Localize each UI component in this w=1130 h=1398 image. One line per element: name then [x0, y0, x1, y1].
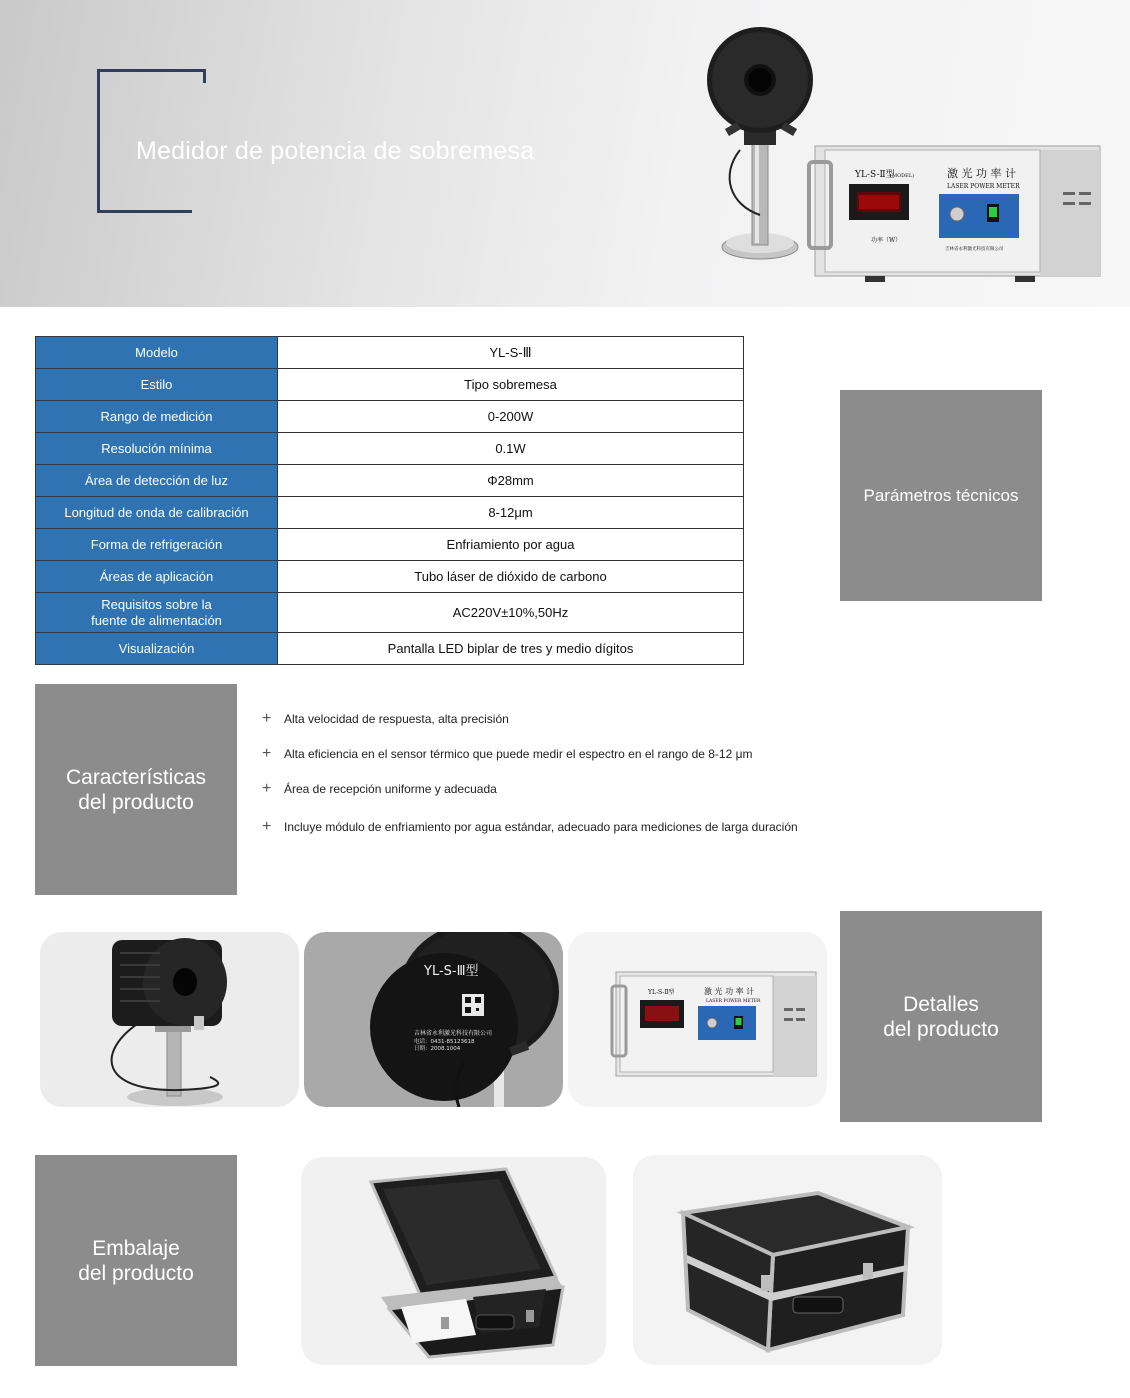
- section-label-features: [35, 684, 237, 895]
- svg-text:吉林省永利激光科技有限公司: 吉林省永利激光科技有限公司: [945, 247, 1004, 252]
- svg-text:电话：0431-85123618: 电话：0431-85123618: [414, 1039, 475, 1045]
- spec-value: Tipo sobremesa: [278, 369, 744, 401]
- list-item: [262, 778, 798, 816]
- hero-title: Medidor de potencia de sobremesa: [136, 137, 535, 165]
- closed-case-illustration: [633, 1155, 942, 1365]
- plus-icon: +: [262, 818, 272, 835]
- spec-value: AC220V±10%,50Hz: [278, 593, 744, 633]
- spec-label: Modelo: [36, 337, 278, 369]
- feature-text: Alta eficiencia en el sensor térmico que puede medir el espectro en el rango de 8-12 μm: [284, 747, 753, 761]
- list-item: [262, 743, 798, 778]
- spec-label: Visualización: [36, 633, 278, 665]
- section-label-details: [840, 911, 1042, 1122]
- open-case-illustration: [301, 1157, 606, 1365]
- svg-text:LASER POWER METER: LASER POWER METER: [706, 999, 761, 1004]
- svg-text:(MODEL): (MODEL): [890, 173, 915, 179]
- svg-text:日期：2008.1004: 日期：2008.1004: [414, 1046, 461, 1052]
- detail-photo-sensor-back: [304, 932, 563, 1107]
- plus-icon: +: [262, 745, 272, 762]
- table-row: [36, 465, 744, 497]
- table-row: [36, 633, 744, 665]
- section-label-text: Características del producto: [65, 765, 207, 814]
- section-label-text: Embalaje del producto: [78, 1236, 194, 1285]
- spec-label: Estilo: [36, 369, 278, 401]
- feature-text: Área de recepción uniforme y adecuada: [284, 782, 497, 796]
- svg-text:YL-S-Ⅱ型: YL-S-Ⅱ型: [648, 989, 675, 996]
- sensor-side-illustration: [40, 932, 299, 1107]
- detail-photo-sensor-side: [40, 932, 299, 1107]
- table-row: [36, 593, 744, 633]
- plus-icon: +: [262, 710, 272, 727]
- spec-label: Resolución mínima: [36, 433, 278, 465]
- spec-label: Forma de refrigeración: [36, 529, 278, 561]
- spec-value: YL-S-Ⅲ: [278, 337, 744, 369]
- spec-label: Áreas de aplicación: [36, 561, 278, 593]
- packaging-photo-open-case: [301, 1157, 606, 1365]
- table-row: [36, 337, 744, 369]
- hero-frame-decoration-bottom: [97, 210, 192, 213]
- plus-icon: +: [262, 780, 272, 797]
- section-label-text: Detalles del producto: [883, 992, 999, 1041]
- svg-text:YL-S-Ⅲ型: YL-S-Ⅲ型: [424, 964, 479, 979]
- section-label-packaging: [35, 1155, 237, 1366]
- spec-label: Requisitos sobre la fuente de alimentación: [36, 593, 278, 633]
- spec-label: Área de detección de luz: [36, 465, 278, 497]
- svg-text:YL-S-Ⅱ型: YL-S-Ⅱ型: [855, 170, 895, 180]
- spec-table: [35, 336, 744, 665]
- spec-value: Enfriamiento por agua: [278, 529, 744, 561]
- feature-text: Incluye módulo de enfriamiento por agua estándar, adecuado para mediciones de larga duración: [284, 820, 798, 834]
- meter-front-illustration: [568, 932, 827, 1107]
- table-row: [36, 497, 744, 529]
- svg-text:功率（W）: 功率（W）: [871, 237, 902, 244]
- table-row: [36, 401, 744, 433]
- feature-list: [262, 708, 798, 851]
- table-row: [36, 369, 744, 401]
- table-row: [36, 529, 744, 561]
- spec-value: 0-200W: [278, 401, 744, 433]
- detail-photo-meter-front: [568, 932, 827, 1107]
- section-label-text: Parámetros técnicos: [863, 485, 1019, 505]
- spec-value: Pantalla LED biplar de tres y medio dígitos: [278, 633, 744, 665]
- list-item: [262, 816, 798, 851]
- svg-text:吉林省永利激光科技有限公司: 吉林省永利激光科技有限公司: [414, 1030, 493, 1037]
- spec-value: Tubo láser de dióxido de carbono: [278, 561, 744, 593]
- sensor-head-illustration: [700, 25, 820, 270]
- svg-text:激 光 功 率 计: 激 光 功 率 计: [704, 987, 755, 996]
- svg-text:激 光 功 率 计: 激 光 功 率 计: [947, 167, 1016, 180]
- spec-value: Φ28mm: [278, 465, 744, 497]
- table-row: [36, 561, 744, 593]
- spec-label: Rango de medición: [36, 401, 278, 433]
- sensor-back-illustration: [304, 932, 563, 1107]
- spec-value: 8-12μm: [278, 497, 744, 529]
- spec-label: Longitud de onda de calibración: [36, 497, 278, 529]
- section-label-params: [840, 390, 1042, 601]
- svg-text:LASER POWER METER: LASER POWER METER: [947, 183, 1020, 190]
- list-item: [262, 708, 798, 743]
- hero-banner: [0, 0, 1130, 307]
- packaging-photo-closed-case: [633, 1155, 942, 1365]
- spec-value: 0.1W: [278, 433, 744, 465]
- feature-text: Alta velocidad de respuesta, alta precisión: [284, 712, 509, 726]
- table-row: [36, 433, 744, 465]
- power-meter-illustration: [805, 140, 1110, 295]
